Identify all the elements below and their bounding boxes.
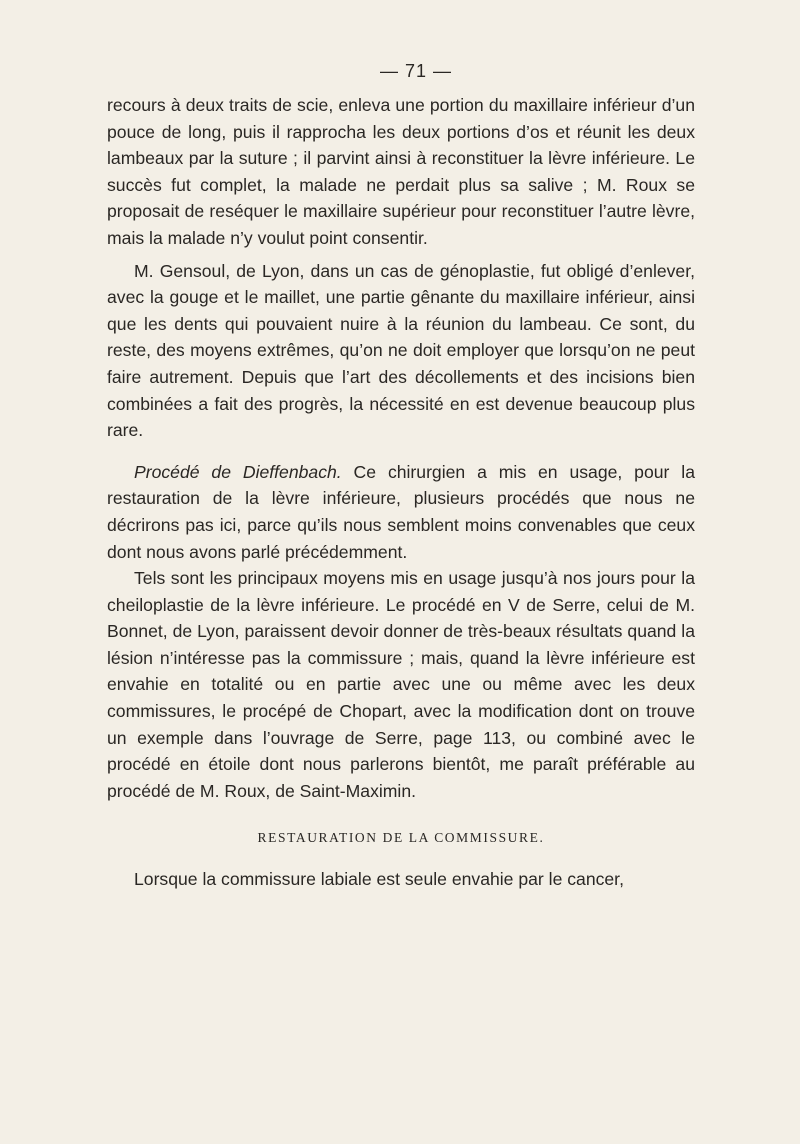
page-number: — 71 —	[379, 61, 453, 81]
paragraph-commissure: Lorsque la commissure labiale est seule envahie par le cancer,	[134, 869, 624, 890]
paragraph-gensoul: M. Gensoul, de Lyon, dans un cas de génoplastie, fut obligé d’enlever, avec la gouge et le maillet, une partie gênante du maxillaire inférieur, ainsi que les dents qui pouvaient nuire à la réunion du lambeau. Ce sont, du reste, des moyens extrêmes, qu’on ne doit employer que lorsqu’on ne peut faire autrement. Depuis que l’art des décollements et des incisions bien combinées a fait des progrès, la nécessité en est devenue beaucoup plus rare.	[107, 260, 695, 441]
dieffenbach-lead: Procédé de Dieffenbach.	[134, 461, 342, 482]
section-heading: RESTAURATION DE LA COMMISSURE.	[257, 830, 545, 846]
paragraph-dieffenbach	[107, 459, 695, 565]
paragraph-roux-resection: recours à deux traits de scie, enleva une portion du maxillaire inférieur d’un pouce de long, puis il rapprocha les deux portions d’os et réunit les deux lambeaux par la suture ; il parvint ainsi à reconstituer la lèvre inférieure. Le succès fut complet, la malade ne perdait plus sa salive ; M. Roux se proposait de reséquer le maxillaire supérieur pour reconstituer l’autre lèvre, mais la malade n’y voulut point consentir.	[107, 95, 695, 248]
paragraph-summary: Tels sont les principaux moyens mis en usage jusqu’à nos jours pour la cheiloplastie de la lèvre inférieure. Le procédé en V de Serre, celui de M. Bonnet, de Lyon, paraissent devoir donner de très-beaux résultats quand la lésion n’intéresse pas la commissure ; mais, quand la lèvre inférieure est envahie en totalité ou en partie avec une ou même avec les deux commissures, le procépé de Chopart, avec la modification dont on trouve un exemple dans l’ouvrage de Serre, page 113, ou combiné avec le procédé en étoile dont nous parlerons bientôt, me paraît préférable au procédé de M. Roux, de Saint-Maximin.	[107, 568, 695, 801]
book-page	[107, 58, 695, 910]
dieffenbach-body: Ce chirurgien a mis en usage, pour la restauration de la lèvre inférieure, plusieurs procédés que nous ne décrirons pas ici, parce qu’ils nous semblent moins convenables que ceux dont nous avons parlé précédemment.	[107, 461, 695, 562]
